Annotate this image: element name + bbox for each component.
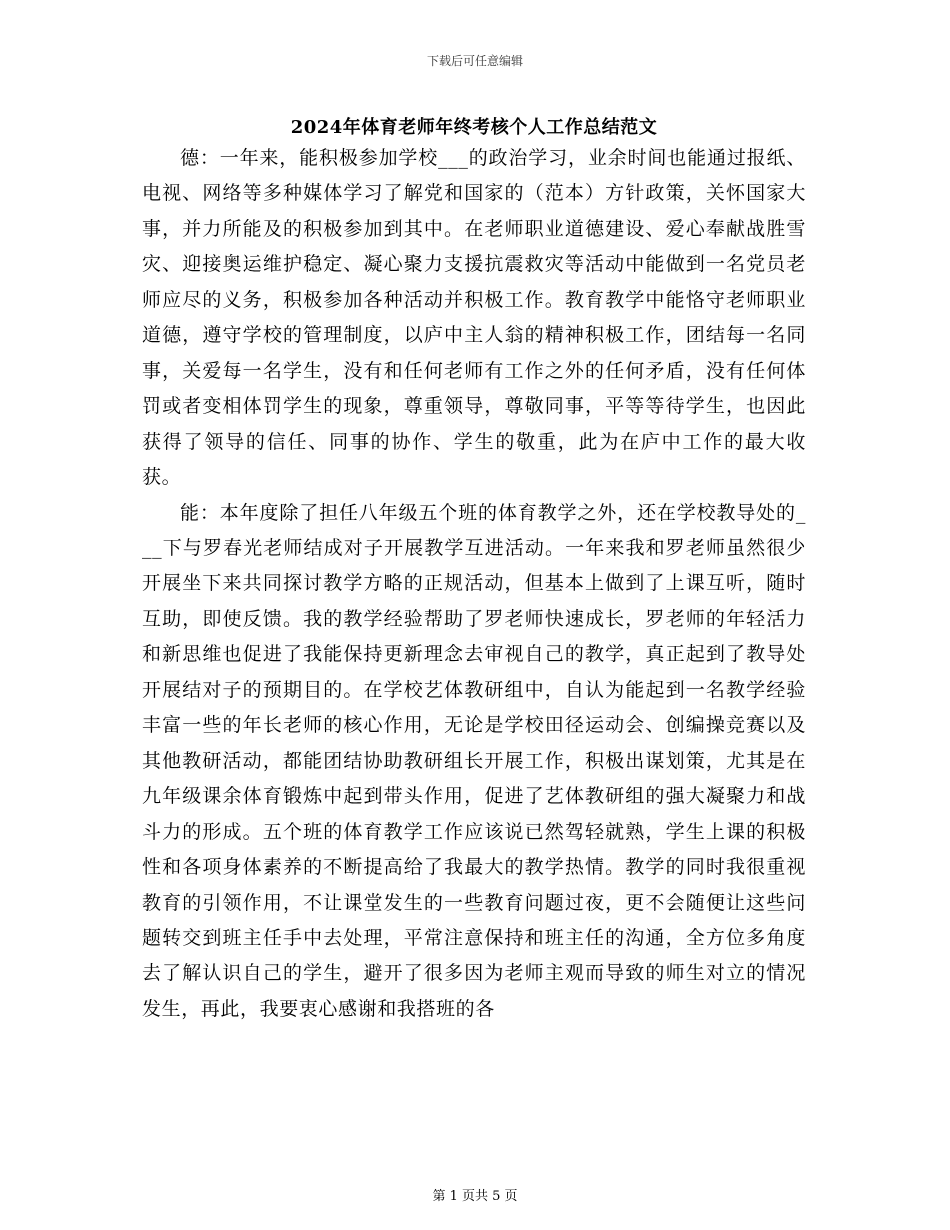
document-title: 2024年体育老师年终考核个人工作总结范文 bbox=[290, 117, 658, 138]
page-number: 第 1 页共 5 页 bbox=[432, 1189, 518, 1204]
paragraph-de: 德：一年来，能积极参加学校___的政治学习，业余时间也能通过报纸、电视、网络等多种媒体学习了解党和国家的（范本）方针政策，关怀国家大事，并力所能及的积极参加到其中。在老师职业道德建设、爱心奉献战胜雪灾、迎接奥运维护稳定、凝心聚力支援抗震救灾等活动中能做到一名党员老师应尽的义务，积极参加各种活动并积极工作。教育教学中能恪守老师职业道德，遵守学校的管理制度，以庐中主人翁的精神积极工作，团结每一名同事，关爱每一名学生，没有和任何老师有工作之外的任何矛盾，没有任何体罚或者变相体罚学生的现象，尊重领导，尊敬同事，平等等待学生，也因此获得了领导的信任、同事的协作、学生的敬重，此为在庐中工作的最大收获。 bbox=[142, 147, 806, 489]
document-body bbox=[142, 141, 806, 1027]
paragraph-neng: 能：本年度除了担任八年级五个班的体育教学之外，还在学校教导处的___下与罗春光老师结成对子开展教学互进活动。一年来我和罗老师虽然很少开展坐下来共同探讨教学方略的正规活动，但基本上做到了上课互听，随时互助，即使反馈。我的教学经验帮助了罗老师快速成长，罗老师的年轻活力和新思维也促进了我能保持更新理念去审视自己的教学，真正起到了教导处开展结对子的预期目的。在学校艺体教研组中，自认为能起到一名教学经验丰富一些的年长老师的核心作用，无论是学校田径运动会、创编操竞赛以及其他教研活动，都能团结协助教研组长开展工作，积极出谋划策，尤其是在九年级课余体育锻炼中起到带头作用，促进了艺体教研组的强大凝聚力和战斗力的形成。五个班的体育教学工作应该说已然驾轻就熟，学生上课的积极性和各项身体素养的不断提高给了我最大的教学热情。教学的同时我很重视教育的引领作用，不让课堂发生的一些教育问题过夜，更不会随便让这些问题转交到班主任手中去处理，平常注意保持和班主任的沟通，全方位多角度去了解认识自己的学生，避开了很多因为老师主观而导致的师生对立的情况发生，再此，我要衷心感谢和我搭班的各 bbox=[142, 501, 806, 1020]
header-note: 下载后可任意编辑 bbox=[426, 54, 523, 68]
